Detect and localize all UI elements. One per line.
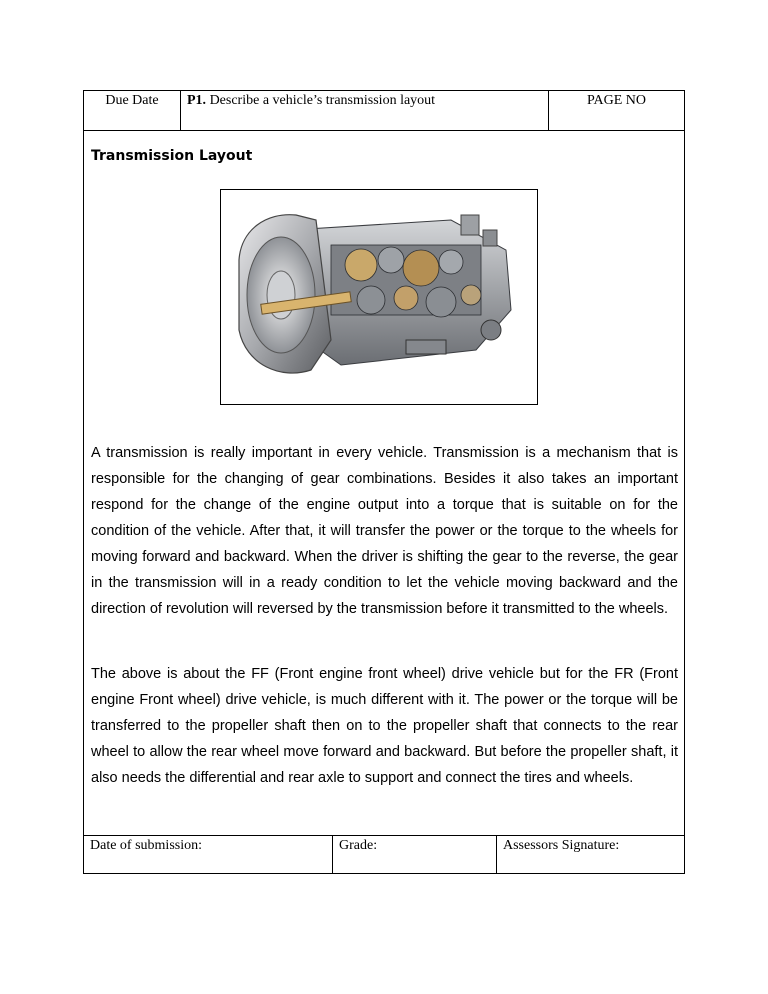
task-description: Describe a vehicle’s transmission layout <box>206 93 436 108</box>
header-row <box>84 91 684 131</box>
footer-row <box>84 835 684 874</box>
assessor-signature-cell <box>497 836 684 874</box>
page-no-cell <box>549 91 684 130</box>
due-date-label: Due Date <box>105 93 159 108</box>
date-of-submission-label: Date of submission: <box>90 838 202 853</box>
transmission-image <box>220 189 538 405</box>
page-no-label: PAGE NO <box>587 93 646 108</box>
paragraph-1: A transmission is really important in every vehicle. Transmission is a mechanism that is responsible for the changing of gear combinations. Besides it also takes an important respond for the change of the engine output into a torque that is suitable on for the condition of the vehicle. After that, it will transfer the power or the torque to the wheels for moving forward and backward. When the driver is shifting the gear to the reverse, the gear in the transmission will in a ready condition to let the vehicle moving backward and the direction of revolution will reversed by the transmission before it transmitted to the wheels. <box>91 445 678 617</box>
assignment-frame <box>83 90 685 874</box>
task-code: P1. <box>187 93 207 108</box>
assessor-signature-label: Assessors Signature: <box>503 838 620 853</box>
task-cell <box>181 91 549 130</box>
due-date-cell <box>84 91 181 130</box>
grade-label: Grade: <box>339 838 378 853</box>
grade-cell <box>333 836 497 874</box>
date-of-submission-cell <box>84 836 333 874</box>
transmission-gearbox-icon <box>221 190 537 404</box>
paragraph-2: The above is about the FF (Front engine front wheel) drive vehicle but for the FR (Front engine Front wheel) drive vehicle, is much different with it. The power or the torque will be transferred to the propeller shaft then on to the propeller shaft that connects to the rear wheel to allow the rear wheel move forward and backward. But before the propeller shaft, it also needs the differential and rear axle to support and connect the tires and wheels. <box>91 666 678 786</box>
section-title: Transmission Layout <box>91 148 253 164</box>
